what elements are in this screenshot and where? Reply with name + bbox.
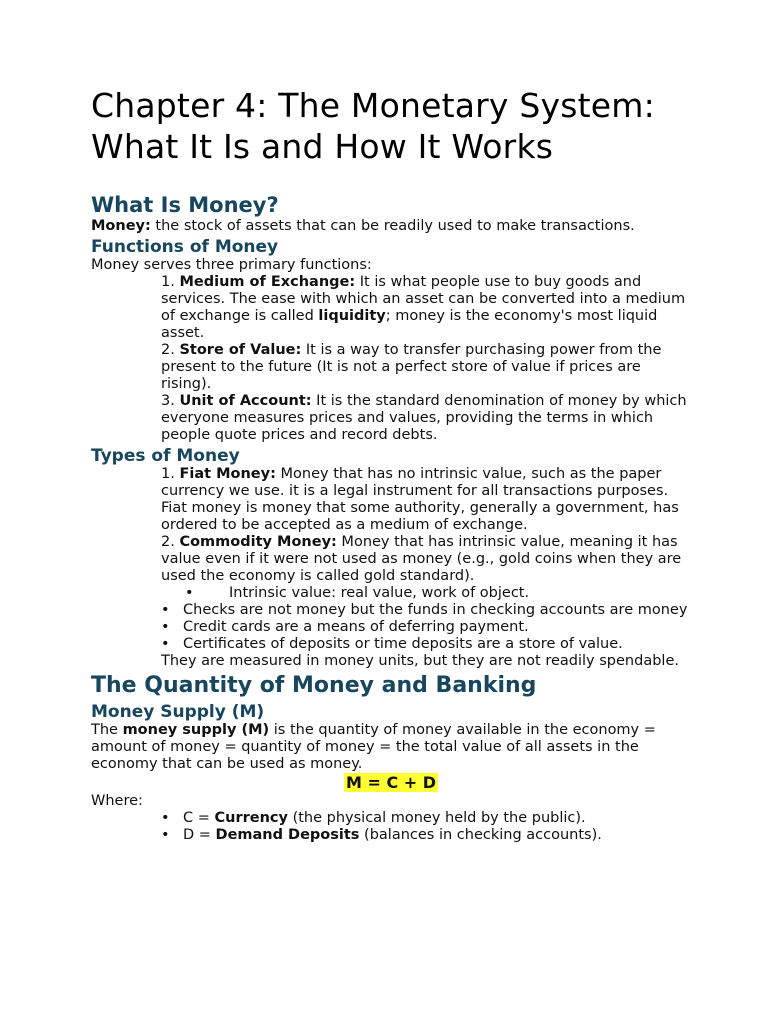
heading-quantity: The Quantity of Money and Banking [91, 673, 537, 698]
type-item-2 [91, 534, 691, 585]
money-def-text: the stock of assets that can be readily used to make transactions. [150, 218, 635, 234]
item-number: 2. [161, 534, 180, 550]
def-term: Currency [214, 810, 288, 826]
para-start: The [91, 722, 123, 738]
functions-intro: Money serves three primary functions: [91, 257, 372, 273]
function-item-3 [91, 393, 691, 444]
money-supply-term: money supply (M) [122, 722, 270, 738]
item-text: It is the standard denomination of money by which everyone measures prices and values, providing the terms in which people quote prices and record debts. [161, 393, 687, 443]
heading-money-supply: Money Supply (M) [91, 702, 265, 722]
para-rest: is the quantity of money available in the economy = amount of money = quantity of money = the total value of all assets in the economy that can be used as money. [91, 722, 656, 772]
document-page [91, 86, 691, 844]
formula-highlight: M = C + D [345, 773, 437, 792]
heading-what-is-money: What Is Money? [91, 193, 279, 217]
money-definition [91, 218, 691, 235]
type-item-1 [91, 466, 691, 534]
item-term-liquidity: liquidity [318, 308, 386, 324]
item-text-2: ; money is the economy's most liquid asset. [161, 308, 658, 341]
def-currency [91, 810, 691, 827]
item-term: Medium of Exchange: [179, 274, 356, 290]
def-text: (the physical money held by the public). [287, 810, 586, 826]
money-term: Money: [91, 218, 151, 234]
def-prefix: D = [183, 827, 216, 843]
def-prefix: C = [183, 810, 215, 826]
item-number: 2. [161, 342, 180, 358]
sub-bullet-intrinsic: • Intrinsic value: real value, work of object. [91, 585, 691, 602]
def-text: (balances in checking accounts). [359, 827, 602, 843]
item-number: 1. [161, 466, 180, 482]
item-term: Commodity Money: [179, 534, 337, 550]
certificates-continuation: They are measured in money units, but they are not readily spendable. [161, 653, 679, 669]
item-text: Money that has no intrinsic value, such as the paper currency we use. it is a legal instrument for all transactions purposes. Fiat money is money that some authority, generally a government, has ordered to be accepted as a medium of exchange. [161, 466, 679, 533]
formula-line [91, 774, 691, 793]
money-supply-paragraph [91, 722, 691, 773]
item-text: Money that has intrinsic value, meaning it has value even if it were not used as money (e.g., gold coins when they are used the economy is called gold standard). [161, 534, 682, 584]
function-item-1 [91, 274, 691, 342]
where-label: Where: [91, 793, 143, 809]
def-demand-deposits [91, 827, 691, 844]
def-term: Demand Deposits [215, 827, 360, 843]
item-text: It is what people use to buy goods and services. The ease with which an asset can be converted into a medium of exchange is called [161, 274, 686, 324]
function-item-2 [91, 342, 691, 393]
item-term: Unit of Account: [179, 393, 312, 409]
bullet-checks: • Checks are not money but the funds in checking accounts are money [91, 602, 691, 619]
item-number: 3. [161, 393, 180, 409]
bullet-certificates: • Certificates of deposits or time deposits are a store of value. [91, 636, 691, 653]
heading-functions: Functions of Money [91, 237, 279, 257]
item-text: It is a way to transfer purchasing power from the present to the future (It is not a perfect store of value if prices are rising). [161, 342, 662, 392]
chapter-title: Chapter 4: The Monetary System: What It Is and How It Works [91, 86, 655, 166]
item-number: 1. [161, 274, 180, 290]
item-term: Store of Value: [179, 342, 302, 358]
item-term: Fiat Money: [179, 466, 276, 482]
heading-types: Types of Money [91, 446, 240, 466]
bullet-credit-cards: • Credit cards are a means of deferring payment. [91, 619, 691, 636]
